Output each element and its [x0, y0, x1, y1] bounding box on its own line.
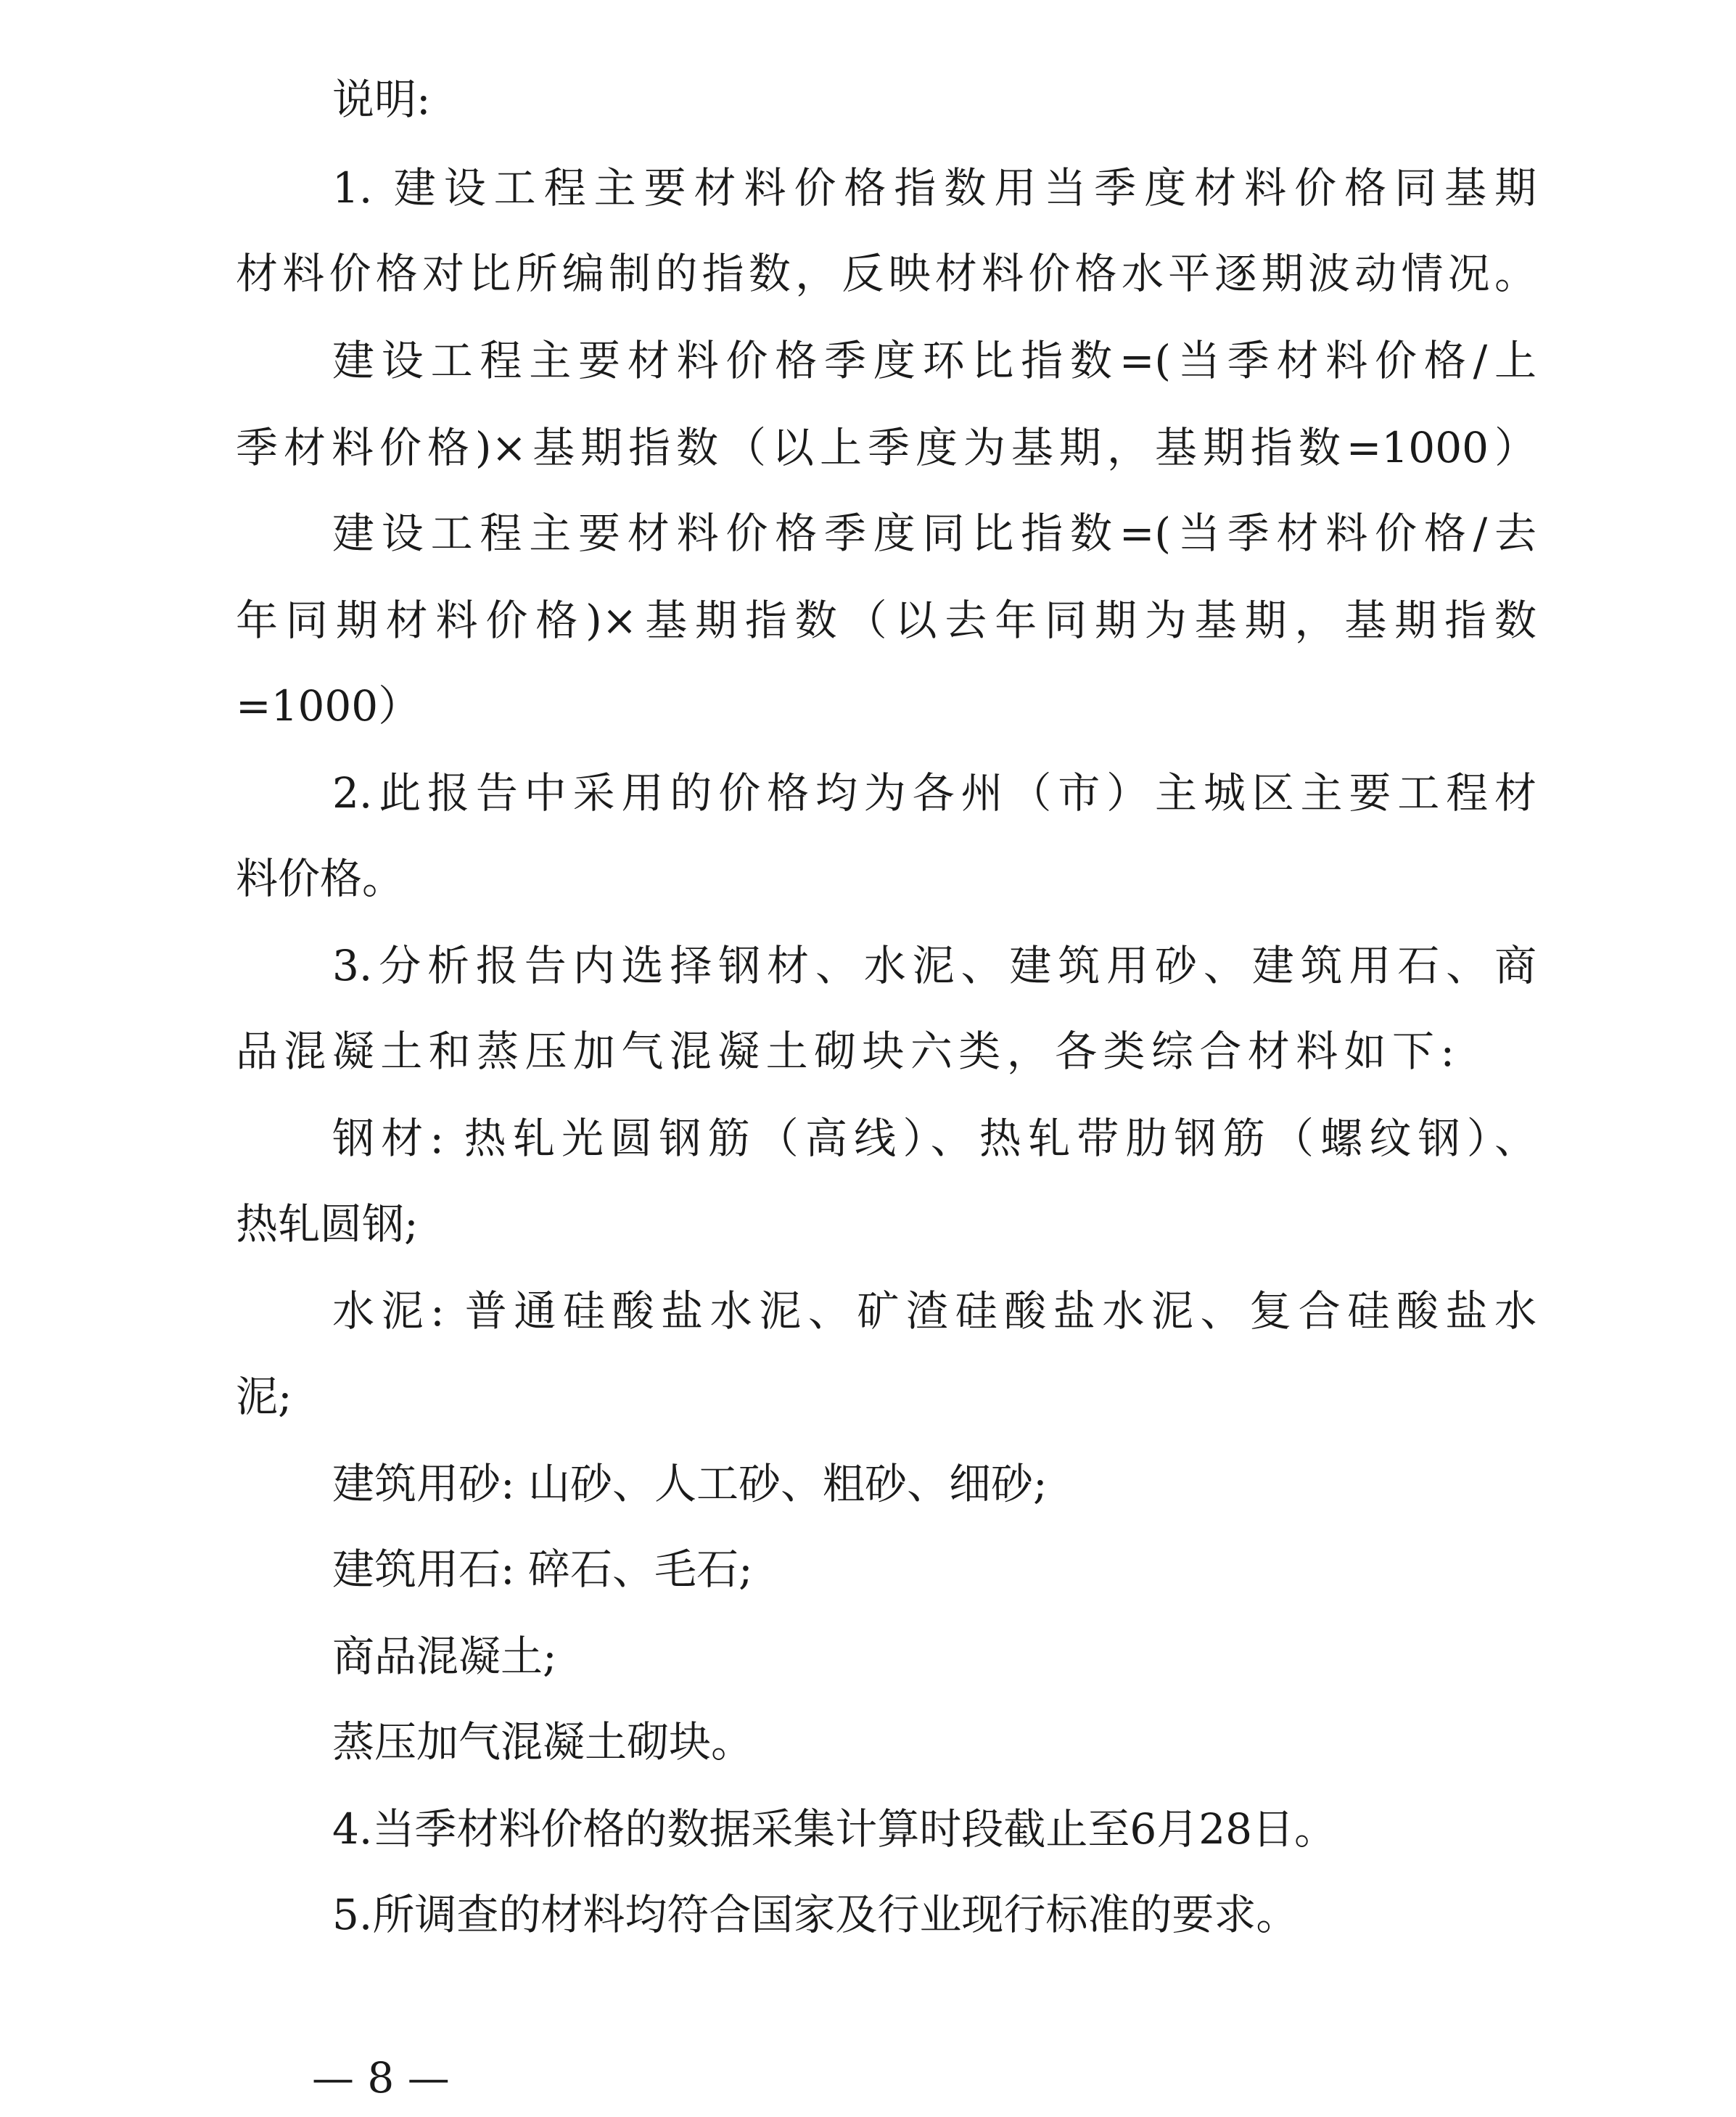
heading-explanation: 说明: — [332, 75, 431, 124]
item-1-line-1: 1. 建设工程主要材料价格指数用当季度材料价格同基期 — [332, 163, 1537, 213]
cement-line-1: 水泥: 普通硅酸盐水泥、矿渣硅酸盐水泥、复合硅酸盐水 — [332, 1286, 1537, 1336]
sand-line: 建筑用砂: 山砂、人工砂、粗砂、细砂; — [332, 1459, 1048, 1508]
item-1-line-2: 材料价格对比所编制的指数，反映材料价格水平逐期波动情况。 — [236, 249, 1537, 298]
steel-line-2: 热轧圆钢; — [236, 1199, 419, 1249]
item-4-line: 4.当季材料价格的数据采集计算时段截止至6月28日。 — [332, 1804, 1337, 1854]
page-number: — 8 — — [312, 2053, 450, 2102]
yoy-formula-line-3: =1000） — [236, 681, 421, 731]
qoq-formula-line-2: 季材料价格)×基期指数（以上季度为基期，基期指数=1000） — [236, 423, 1537, 472]
qoq-formula-line-1: 建设工程主要材料价格季度环比指数=(当季材料价格/上 — [332, 336, 1537, 385]
item-3-line-1: 3.分析报告内选择钢材、水泥、建筑用砂、建筑用石、商 — [332, 941, 1537, 990]
item-2-line-2: 料价格。 — [236, 854, 405, 903]
steel-line-1: 钢材: 热轧光圆钢筋（高线）、热轧带肋钢筋（螺纹钢）、 — [332, 1114, 1537, 1163]
aac-block-line: 蒸压加气混凝土砌块。 — [332, 1717, 754, 1767]
concrete-line: 商品混凝土; — [332, 1632, 557, 1681]
item-2-line-1: 2.此报告中采用的价格均为各州（市）主城区主要工程材 — [332, 768, 1537, 818]
item-3-line-2: 品混凝土和蒸压加气混凝土砌块六类，各类综合材料如下: — [236, 1027, 1455, 1076]
yoy-formula-line-1: 建设工程主要材料价格季度同比指数=(当季材料价格/去 — [332, 509, 1537, 558]
yoy-formula-line-2: 年同期材料价格)×基期指数（以去年同期为基期，基期指数 — [236, 596, 1537, 645]
item-5-line: 5.所调查的材料均符合国家及行业现行标准的要求。 — [332, 1890, 1299, 1939]
stone-line: 建筑用石: 碎石、毛石; — [332, 1545, 753, 1594]
cement-line-2: 泥; — [236, 1372, 292, 1421]
